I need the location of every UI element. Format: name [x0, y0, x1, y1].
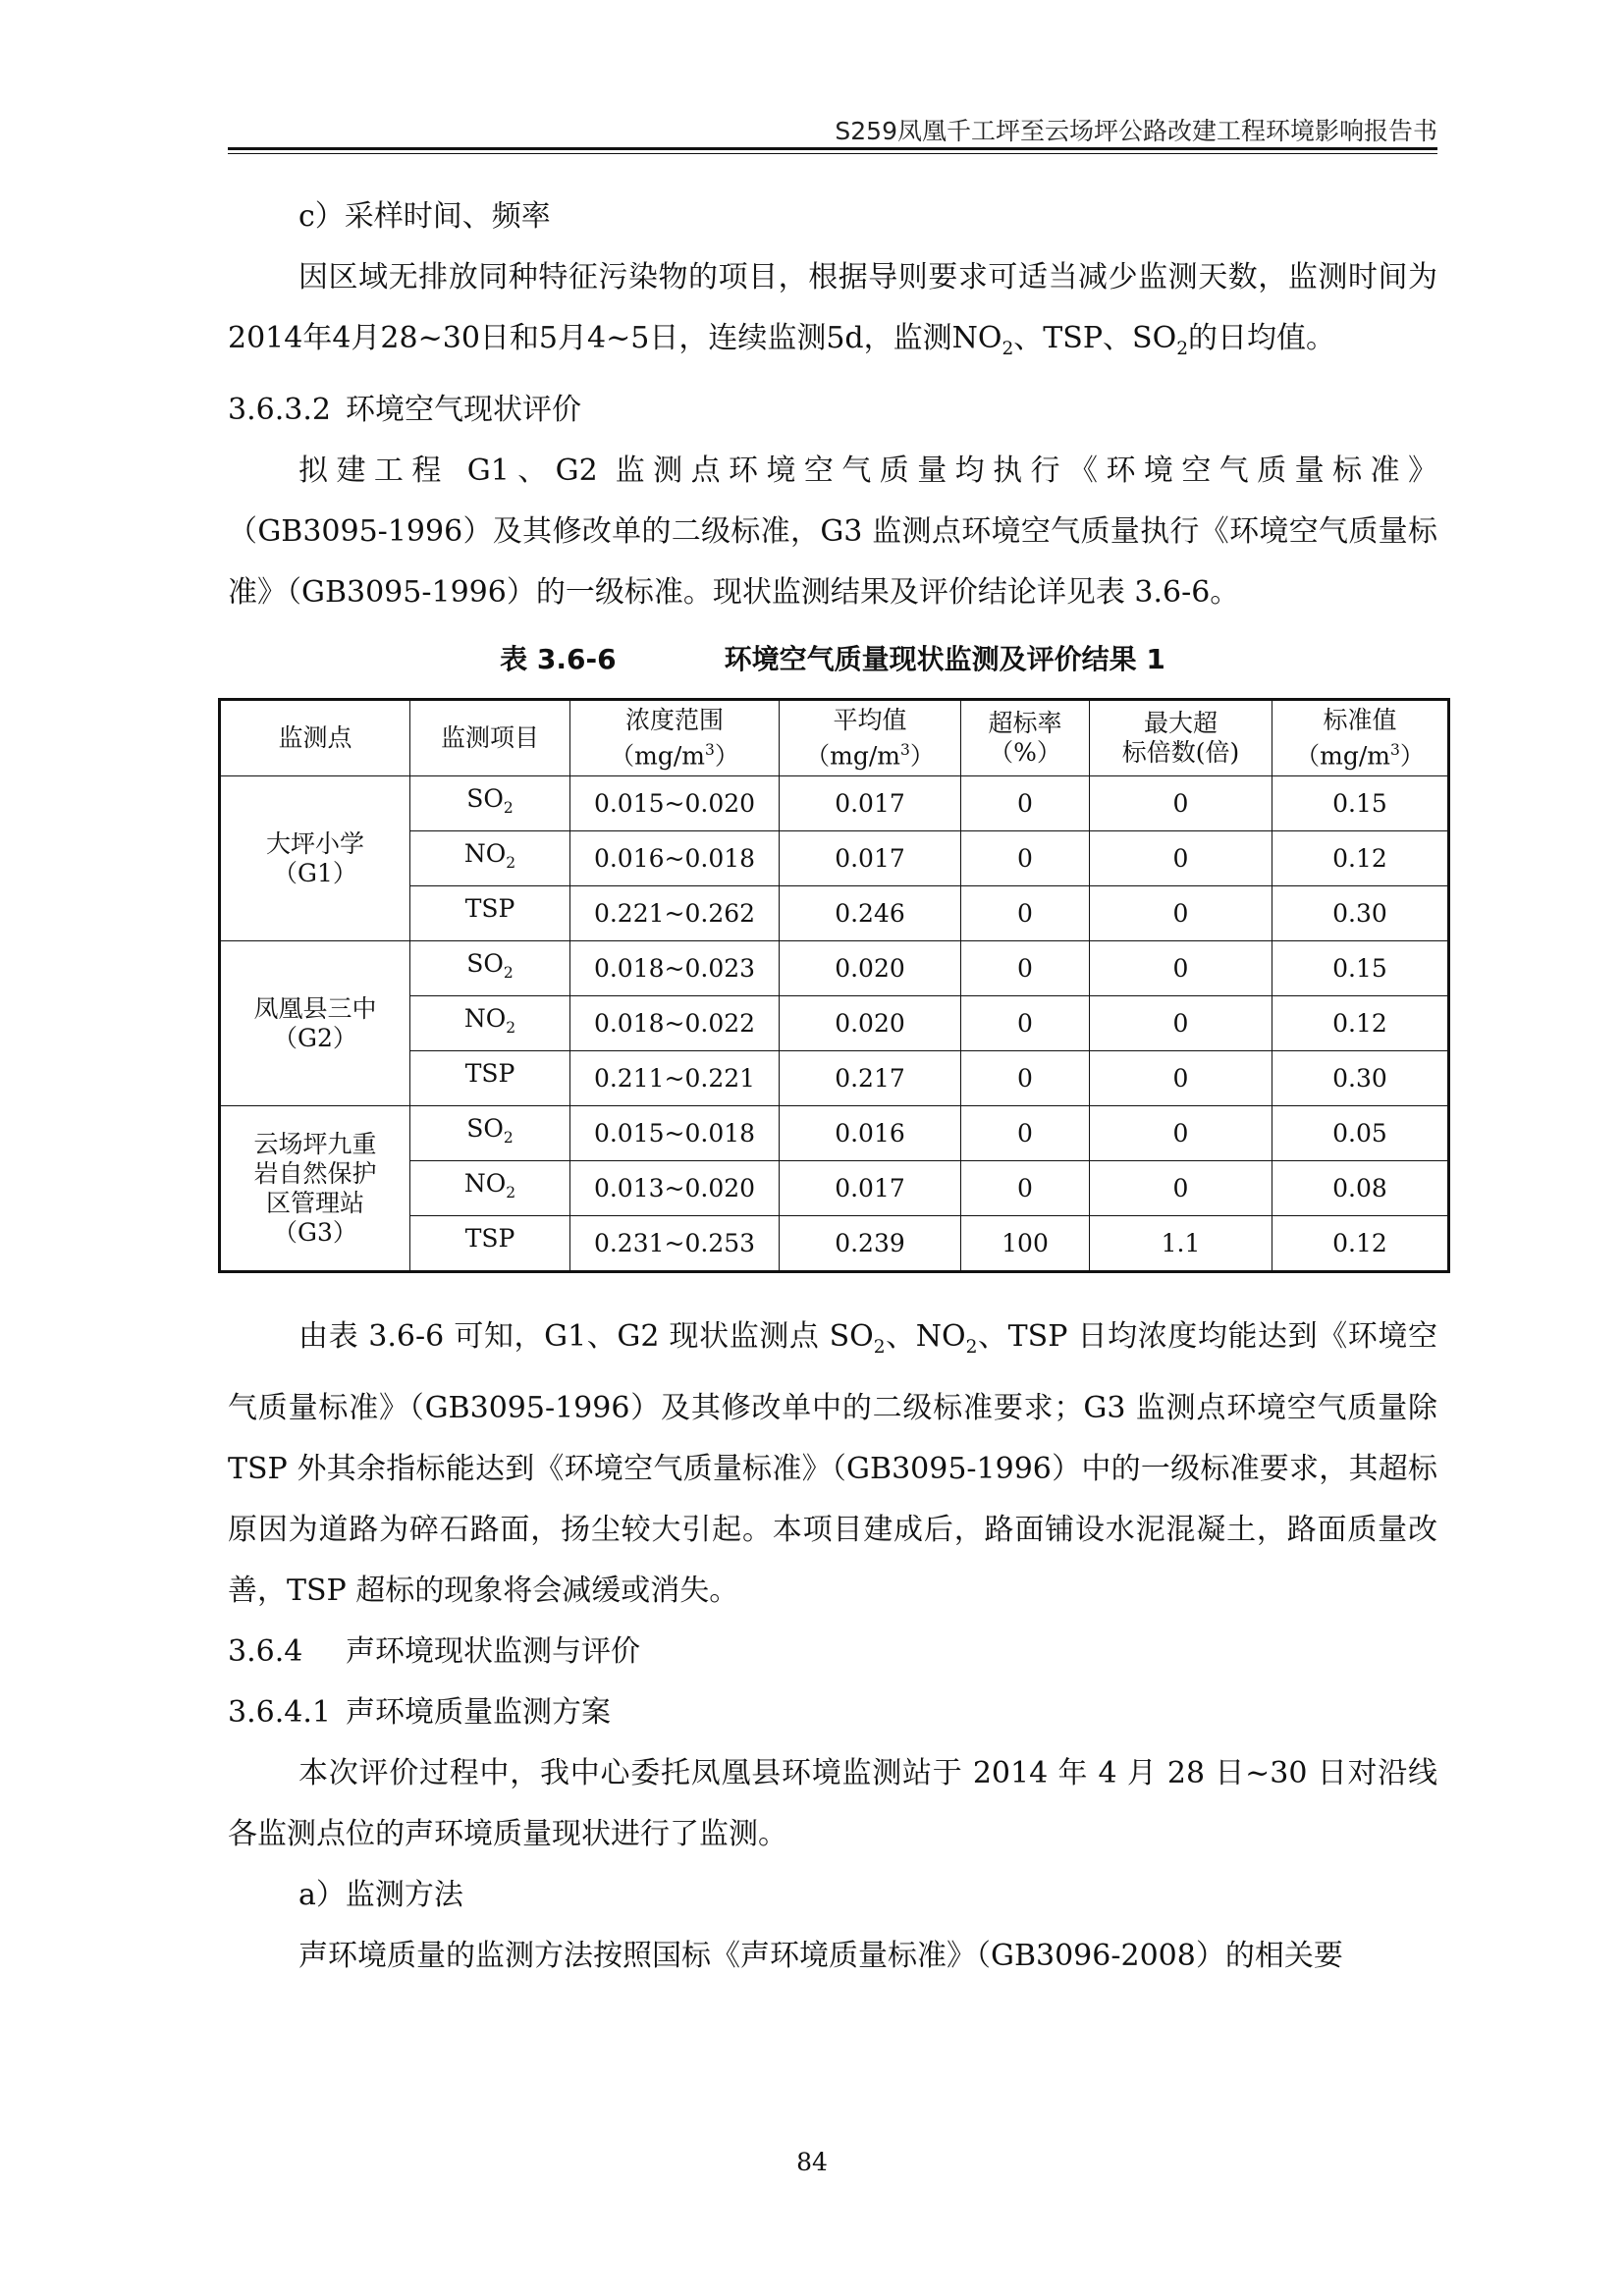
range-cell: 0.015~0.018	[570, 1106, 780, 1161]
air-quality-table	[218, 698, 1450, 1273]
heading-3-6-4-1: 3.6.4.1 声环境质量监测方案	[228, 1695, 611, 1730]
rate-cell: 0	[961, 996, 1090, 1051]
max-cell: 0	[1090, 996, 1272, 1051]
col-header-rate: 超标率 （%）	[961, 700, 1090, 776]
range-cell: 0.016~0.018	[570, 831, 780, 886]
header-rule-thin	[228, 153, 1437, 154]
max-cell: 0	[1090, 831, 1272, 886]
rate-cell: 0	[961, 776, 1090, 831]
std-cell: 0.15	[1272, 776, 1449, 831]
std-cell: 0.30	[1272, 1051, 1449, 1106]
conclusion-paragraph: 由表 3.6-6 可知，G1、G2 现状监测点 $SO_2$、$NO_2$、TSP 日均浓度均能达到《环境空气质量标准》（GB3095-1996）及其修改单中的二级标准要求；G3 监测点环境空气质量除 TSP 外其余指标能达到《环境空气质量标准》（GB3095-1996）中的一级标准要求，其超标原因为道路为碎石路面，扬尘较大引起。本项目建成后，路面铺设水泥混凝土，路面质量改善，TSP 超标的现象将会减缓或消失。	[228, 1319, 1437, 1608]
heading-3-6-4: 3.6.4 声环境现状监测与评价	[228, 1634, 640, 1669]
col-header-avg: 平均值 $(mg/m^3)$	[780, 700, 961, 776]
evaluation-paragraph-rest: （GB3095-1996）及其修改单的二级标准，G3 监测点环境空气质量执行《环境空气质量标准》（GB3095-1996）的一级标准。现状监测结果及评价结论详见表 3.6-6。	[228, 514, 1437, 610]
range-cell: 0.013~0.020	[570, 1161, 780, 1216]
item-cell: $NO_2$	[410, 831, 570, 886]
col-header-std: 标准值 $(mg/m^3)$	[1272, 700, 1449, 776]
table-row	[220, 941, 1449, 996]
table-header-row	[220, 700, 1449, 776]
avg-cell: 0.016	[780, 1106, 961, 1161]
avg-cell: 0.020	[780, 996, 961, 1051]
item-cell: $SO_2$	[410, 941, 570, 996]
item-cell: TSP	[410, 1051, 570, 1106]
range-cell: 0.211~0.221	[570, 1051, 780, 1106]
max-cell: 0	[1090, 1161, 1272, 1216]
rate-cell: 0	[961, 1106, 1090, 1161]
range-cell: 0.018~0.022	[570, 996, 780, 1051]
page-number: 84	[796, 2148, 828, 2176]
max-cell: 0	[1090, 886, 1272, 941]
item-cell: TSP	[410, 1216, 570, 1272]
site-cell-g3: 云场坪九重 岩自然保护 区管理站 （G3）	[220, 1106, 410, 1272]
header-rule	[228, 147, 1437, 150]
section-a-label: a）监测方法	[298, 1878, 463, 1912]
range-cell: 0.018~0.023	[570, 941, 780, 996]
std-cell: 0.08	[1272, 1161, 1449, 1216]
running-header: S259凤凰千工坪至云场坪公路改建工程环境影响报告书	[835, 117, 1437, 145]
max-cell: 0	[1090, 1106, 1272, 1161]
rate-cell: 0	[961, 1051, 1090, 1106]
std-cell: 0.30	[1272, 886, 1449, 941]
avg-cell: 0.239	[780, 1216, 961, 1272]
avg-cell: 0.017	[780, 1161, 961, 1216]
rate-cell: 0	[961, 886, 1090, 941]
col-header-range: 浓度范围 $(mg/m^3)$	[570, 700, 780, 776]
rate-cell: 0	[961, 941, 1090, 996]
table-row	[220, 776, 1449, 831]
max-cell: 0	[1090, 776, 1272, 831]
item-cell: $SO_2$	[410, 1106, 570, 1161]
max-cell: 0	[1090, 1051, 1272, 1106]
table-row	[220, 1106, 1449, 1161]
item-cell: $NO_2$	[410, 996, 570, 1051]
heading-3-6-3-2: 3.6.3.2 环境空气现状评价	[228, 393, 581, 427]
noise-monitoring-paragraph: 本次评价过程中，我中心委托凤凰县环境监测站于 2014 年 4 月 28 日~30 日对沿线各监测点位的声环境质量现状进行了监测。	[228, 1756, 1437, 1851]
rate-cell: 0	[961, 1161, 1090, 1216]
method-paragraph: 声环境质量的监测方法按照国标《声环境质量标准》（GB3096-2008）的相关要	[298, 1939, 1343, 1973]
sampling-paragraph: 因区域无排放同种特征污染物的项目，根据导则要求可适当减少监测天数，监测时间为2014年4月28~30日和5月4~5日，连续监测5d，监测$NO_2$、TSP、$SO_2$的日均值。	[228, 260, 1437, 359]
page-body	[228, 187, 1437, 1987]
col-header-max: 最大超 标倍数(倍)	[1090, 700, 1272, 776]
rate-cell: 0	[961, 831, 1090, 886]
section-c-label: c）采样时间、频率	[298, 199, 551, 234]
std-cell: 0.05	[1272, 1106, 1449, 1161]
range-cell: 0.221~0.262	[570, 886, 780, 941]
std-cell: 0.15	[1272, 941, 1449, 996]
max-cell: 1.1	[1090, 1216, 1272, 1272]
site-cell-g1: 大坪小学 （G1）	[220, 776, 410, 941]
item-cell: $SO_2$	[410, 776, 570, 831]
std-cell: 0.12	[1272, 996, 1449, 1051]
range-cell: 0.015~0.020	[570, 776, 780, 831]
std-cell: 0.12	[1272, 1216, 1449, 1272]
item-cell: $NO_2$	[410, 1161, 570, 1216]
table-caption: 表 3.6-6 环境空气质量现状监测及评价结果 1	[500, 643, 1165, 675]
rate-cell: 100	[961, 1216, 1090, 1272]
max-cell: 0	[1090, 941, 1272, 996]
avg-cell: 0.246	[780, 886, 961, 941]
col-header-site: 监测点	[220, 700, 410, 776]
evaluation-paragraph-line1: 拟建工程 G1、G2 监测点环境空气质量均执行《环境空气质量标准》	[298, 454, 1437, 488]
avg-cell: 0.020	[780, 941, 961, 996]
site-cell-g2: 凤凰县三中 （G2）	[220, 941, 410, 1106]
range-cell: 0.231~0.253	[570, 1216, 780, 1272]
avg-cell: 0.217	[780, 1051, 961, 1106]
avg-cell: 0.017	[780, 776, 961, 831]
avg-cell: 0.017	[780, 831, 961, 886]
col-header-item: 监测项目	[410, 700, 570, 776]
item-cell: TSP	[410, 886, 570, 941]
std-cell: 0.12	[1272, 831, 1449, 886]
